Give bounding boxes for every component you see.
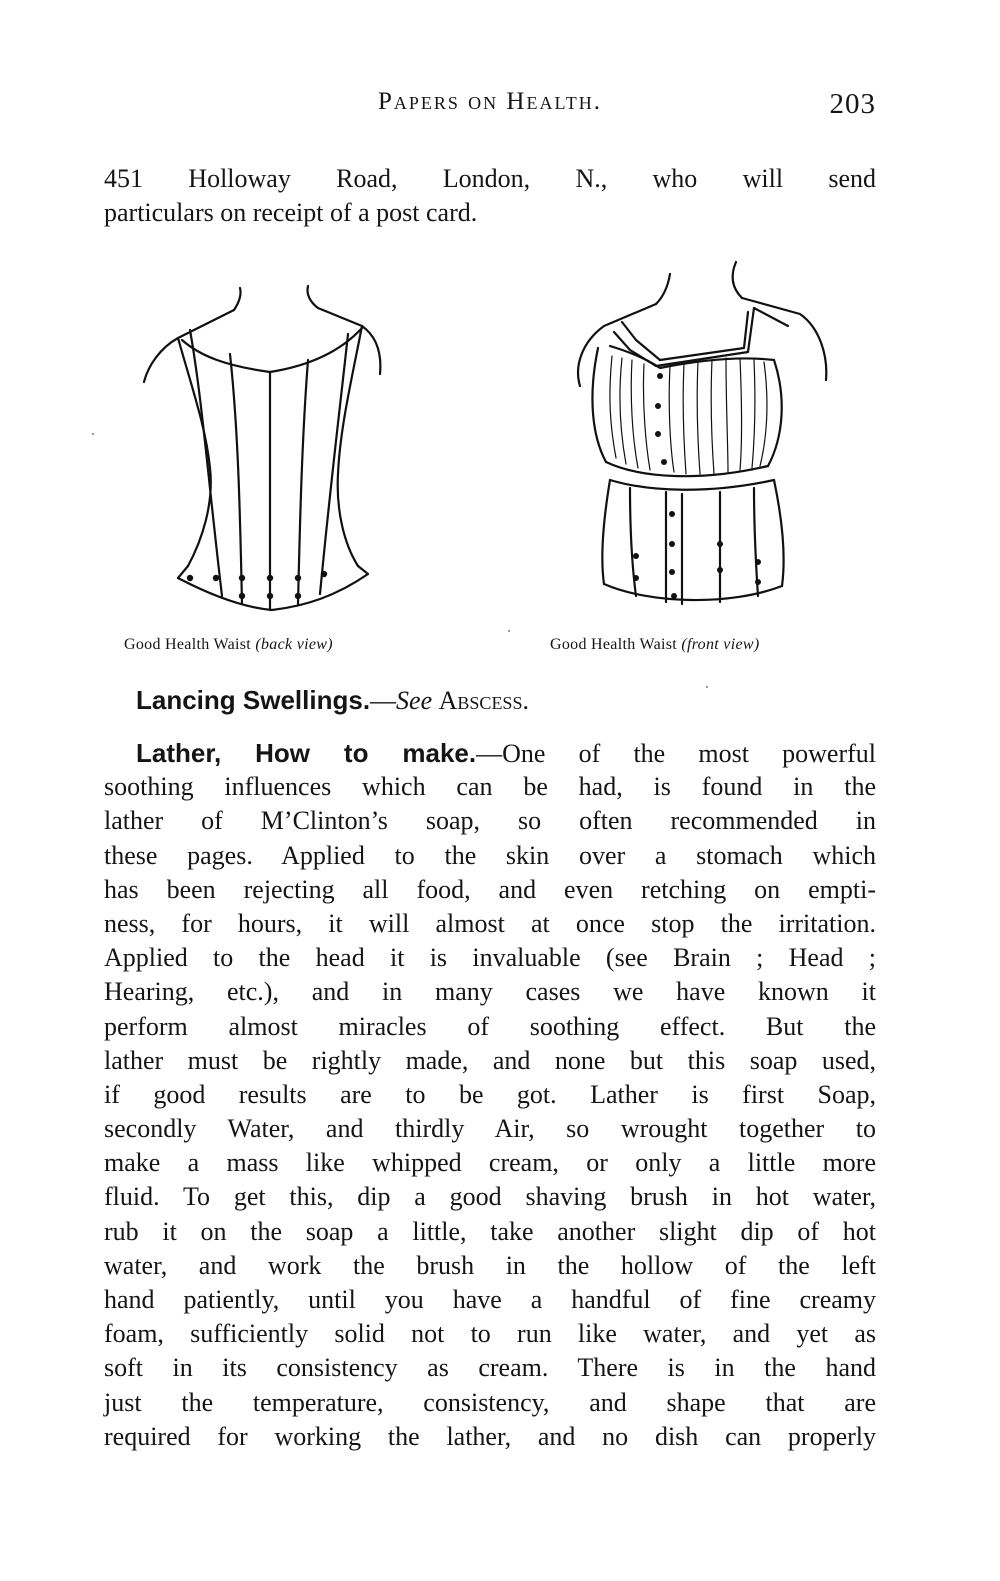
caption-text: Good Health Waist xyxy=(550,636,682,653)
figure-caption-front xyxy=(550,636,759,654)
text-line: Hearing, etc.), and in many cases we have known it xyxy=(104,977,876,1007)
text-line: make a mass like whipped cream, or only a little more xyxy=(104,1148,876,1178)
text-line: has been rejecting all food, and even retching on empti- xyxy=(104,874,876,904)
cross-reference: Abscess. xyxy=(438,686,529,715)
text-line: fluid. To get this, dip a good shaving brush in hot water, xyxy=(104,1182,876,1212)
text-line: foam, sufficiently solid not to run like water, and yet as xyxy=(104,1319,876,1349)
caption-view: (front view) xyxy=(681,636,760,653)
text-line: just the temperature, consistency, and shape that are xyxy=(104,1387,876,1417)
entry-heading: Lancing Swellings. xyxy=(136,685,371,715)
figure-caption-back xyxy=(124,636,333,654)
text-line: these pages. Applied to the skin over a stomach which xyxy=(104,840,876,870)
page-number: 203 xyxy=(829,88,876,120)
waist-back-view-illustration xyxy=(130,278,400,618)
entry-heading: Lather, How to make. xyxy=(136,738,477,768)
lancing-entry xyxy=(136,680,529,720)
paper-speck xyxy=(508,630,510,632)
caption-text: Good Health Waist xyxy=(124,636,256,653)
paper-speck xyxy=(706,686,708,688)
waist-front-view-illustration xyxy=(560,256,840,616)
text-line: perform almost miracles of soothing effect. But the xyxy=(104,1011,876,1041)
text-line: required for working the lather, and no dish can properly xyxy=(104,1421,876,1451)
text-line: lather must be rightly made, and none but this soap used, xyxy=(104,1045,876,1075)
text-line: hand patiently, until you have a handful of fine creamy xyxy=(104,1285,876,1314)
text-line: soft in its consistency as cream. There is in the hand xyxy=(104,1353,876,1383)
text-line: rub it on the soap a little, take another slight dip of hot xyxy=(104,1216,876,1246)
text-line: ness, for hours, it will almost at once stop the irritation. xyxy=(104,908,876,938)
text-line: 451 Holloway Road, London, N., who will send xyxy=(104,164,876,193)
text-line: lather of M’Clinton’s soap, so often recommended in xyxy=(104,806,876,836)
lather-entry xyxy=(104,736,876,1454)
text-line: secondly Water, and thirdly Air, so wrought together to xyxy=(104,1114,876,1144)
text-line: Applied to the head it is invaluable (see Brain ; Head ; xyxy=(104,943,876,973)
entry-text: —One of the most powerful xyxy=(476,739,876,768)
text-line: if good results are to be got. Lather is first Soap, xyxy=(104,1079,876,1109)
text-line: soothing influences which can be had, is found in the xyxy=(104,772,876,802)
text-line xyxy=(104,736,876,770)
paper-speck xyxy=(92,433,94,435)
text-line: water, and work the brush in the hollow of the left xyxy=(104,1250,876,1280)
running-head xyxy=(104,88,876,128)
caption-view: (back view) xyxy=(255,636,333,653)
intro-paragraph xyxy=(104,162,876,230)
text-line: particulars on receipt of a post card. xyxy=(104,198,478,228)
running-title: Papers on Health. xyxy=(377,88,603,115)
see-reference: See xyxy=(396,686,433,715)
dash: — xyxy=(370,686,397,715)
